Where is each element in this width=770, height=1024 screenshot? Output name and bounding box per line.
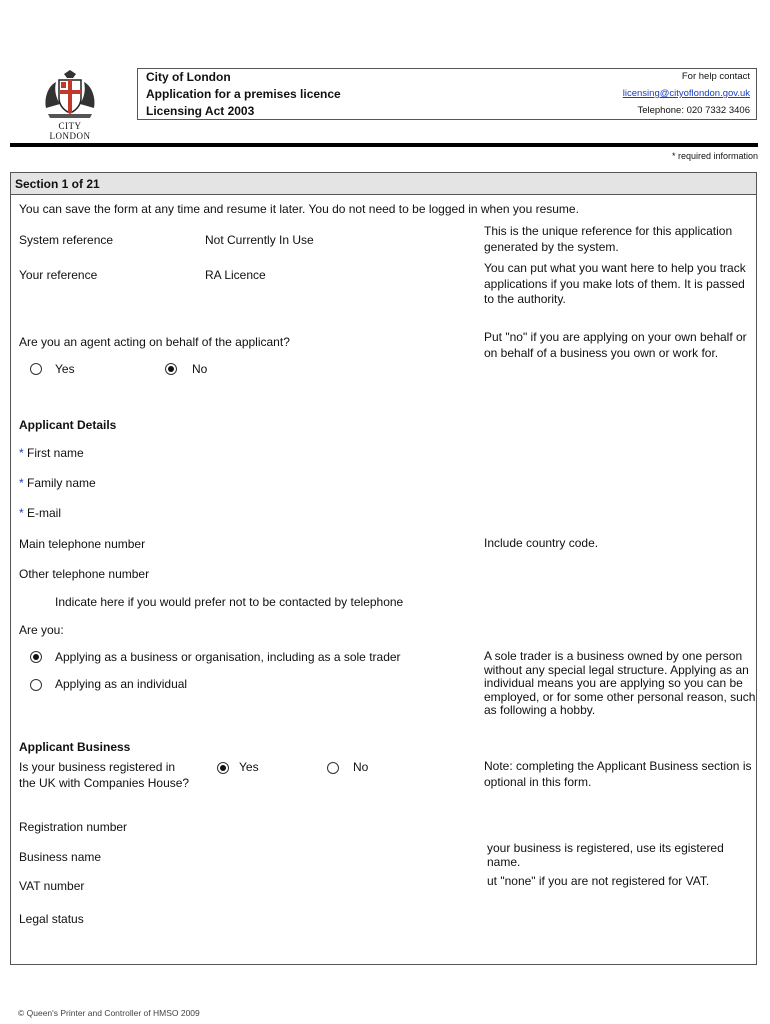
no-telephone-contact-option[interactable]: Indicate here if you would prefer not to be contacted by telephone — [55, 595, 404, 609]
email-row[interactable] — [19, 505, 61, 521]
logo-word-london: LONDON — [49, 131, 91, 141]
registered-no-radio[interactable] — [327, 762, 339, 774]
required-asterisk: * — [19, 506, 24, 520]
other-telephone-label: Other telephone number — [19, 567, 150, 581]
legal-status-label: Legal status — [19, 912, 84, 926]
header-divider — [10, 143, 758, 147]
agent-no-label[interactable]: No — [192, 362, 208, 376]
act-name: Licensing Act 2003 — [146, 104, 255, 118]
registered-yes-radio[interactable] — [217, 762, 229, 774]
are-you-question: Are you: — [19, 623, 64, 637]
business-radio[interactable] — [30, 651, 42, 663]
applicant-business-heading: Applicant Business — [19, 740, 131, 754]
section-1 — [10, 172, 757, 965]
system-reference-help: This is the unique reference for this application generated by the system. — [484, 224, 733, 254]
city-of-london-logo — [40, 68, 100, 141]
main-telephone-help: Include country code. — [484, 536, 599, 550]
first-name-row[interactable] — [19, 445, 84, 461]
companies-house-question: Is your business registered in the UK with Companies House? — [19, 760, 190, 790]
form-title: Application for a premises licence — [146, 87, 341, 101]
registered-yes-label[interactable]: Yes — [239, 760, 259, 774]
system-reference-value: Not Currently In Use — [205, 233, 314, 247]
registration-number-label: Registration number — [19, 820, 128, 834]
agent-question: Are you an agent acting on behalf of the applicant? — [19, 335, 290, 349]
email-label: E-mail — [27, 506, 62, 520]
system-reference-label: System reference — [19, 233, 114, 247]
organisation-name: City of London — [146, 70, 231, 84]
business-option-label[interactable]: Applying as a business or organisation, including as a sole trader — [55, 650, 401, 664]
family-name-label: Family name — [27, 476, 96, 490]
business-name-help: your business is registered, use its egistered name. — [487, 841, 724, 869]
agent-help: Put "no" if you are applying on your own behalf or on behalf of a business you own or work for. — [484, 330, 747, 360]
required-info-note: * required information — [671, 151, 758, 161]
business-name-label: Business name — [19, 850, 102, 864]
required-asterisk: * — [19, 446, 24, 460]
agent-no-radio[interactable] — [165, 363, 177, 375]
are-you-help: A sole trader is a business owned by one person without any special legal structure. Applying as an individual means you are applying so you can be employed, or for some other personal reason, such as following a hobby. — [484, 649, 756, 717]
registered-no-label[interactable]: No — [353, 760, 369, 774]
your-reference-label: Your reference — [19, 268, 98, 282]
individual-radio[interactable] — [30, 679, 42, 691]
vat-number-help: ut "none" if you are not registered for VAT. — [487, 874, 710, 888]
save-resume-note: You can save the form at any time and resume it later. You do not need to be logged in when you resume. — [19, 202, 579, 216]
help-telephone: Telephone: 020 7332 3406 — [637, 105, 750, 116]
family-name-row[interactable] — [19, 475, 96, 491]
help-email-link[interactable]: licensing@cityoflondon.gov.uk — [622, 88, 750, 99]
agent-yes-label[interactable]: Yes — [55, 362, 75, 376]
required-asterisk: * — [19, 476, 24, 490]
copyright-footer: © Queen's Printer and Controller of HMSO 2009 — [18, 1008, 200, 1018]
applicant-details-heading: Applicant Details — [19, 418, 117, 432]
individual-option-label[interactable]: Applying as an individual — [55, 677, 188, 691]
applicant-business-note: Note: completing the Applicant Business section is optional in this form. — [484, 759, 752, 789]
agent-yes-radio[interactable] — [30, 363, 42, 375]
your-reference-help: You can put what you want here to help you track applications if you make lots of them. It is passed to the authority. — [484, 261, 746, 306]
vat-number-label: VAT number — [19, 879, 85, 893]
logo-word-city: CITY — [58, 121, 82, 131]
section-heading: Section 1 of 21 — [11, 173, 756, 195]
header-box — [137, 68, 757, 120]
coat-of-arms-icon — [40, 68, 100, 118]
main-telephone-label: Main telephone number — [19, 537, 146, 551]
first-name-label: First name — [27, 446, 84, 460]
help-contact-label: For help contact — [681, 71, 750, 82]
your-reference-field[interactable]: RA Licence — [205, 268, 266, 282]
